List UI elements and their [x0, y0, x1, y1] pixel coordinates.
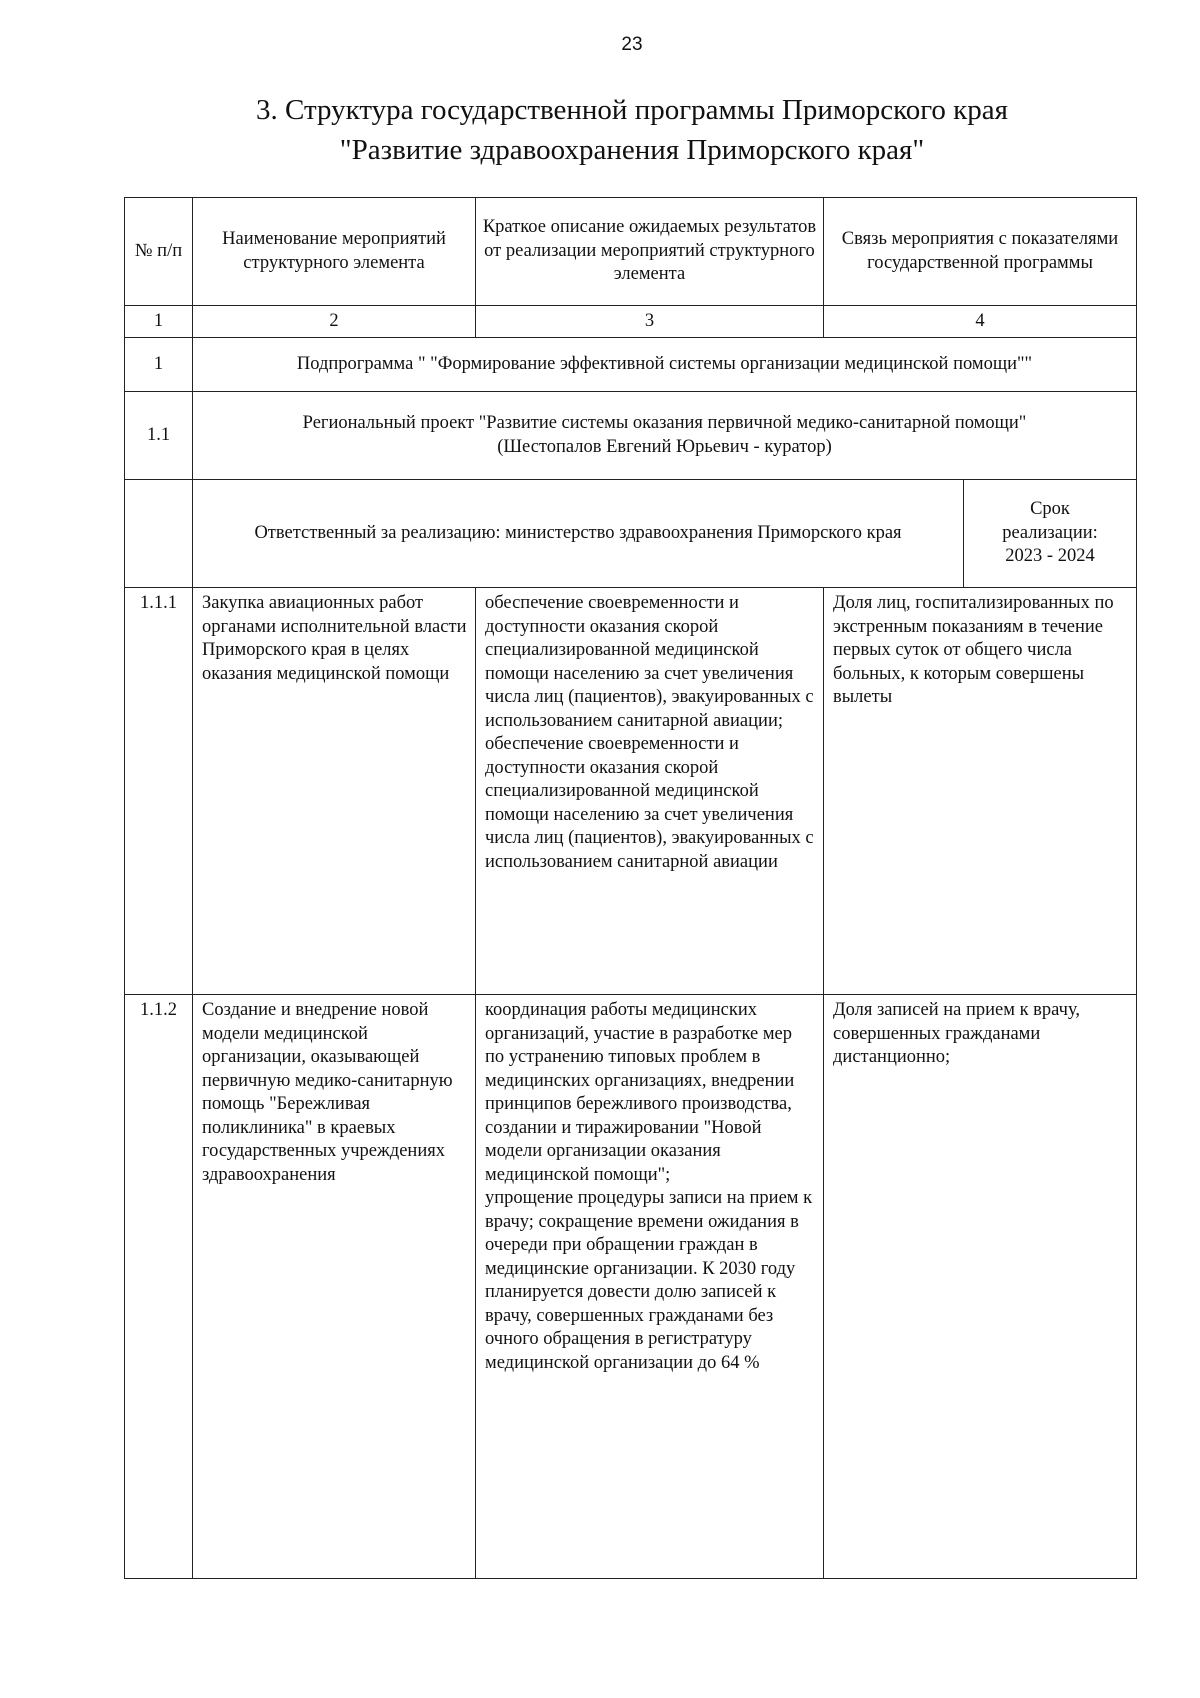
responsible-cell: [193, 480, 1137, 588]
header-name: Наименование мероприятий структурного элемента: [193, 198, 476, 306]
row-results: обеспечение своевременности и доступности оказания скорой специализированной медицинской помощи населению за счет увеличения числа лиц (пациентов), эвакуированных с использованием санитарной авиации; обеспечение своевременности и доступности оказания скорой специализированной медицинской помощи населению за счет увеличения числа лиц (пациентов), эвакуированных с использованием санитарной авиации: [476, 588, 824, 995]
row-name: Создание и внедрение новой модели медицинской организации, оказывающей первичную медико-санитарную помощь "Бережливая поликлиника" в краевых государственных учреждениях здравоохранения: [193, 995, 476, 1579]
page-number: 23: [621, 34, 643, 55]
project-line-1: Региональный проект "Развитие системы оказания первичной медико-санитарной помощи": [302, 413, 1027, 433]
term-cell: [964, 480, 1137, 587]
responsible-row: [125, 480, 1137, 588]
table-row: [125, 995, 1137, 1579]
col-number-2: 2: [193, 306, 476, 338]
project-num: 1.1: [125, 392, 193, 480]
row-num: 1.1.1: [125, 588, 193, 995]
header-link: Связь мероприятия с показателями государственной программы: [824, 198, 1137, 306]
row-link: Доля лиц, госпитализированных по экстренным показаниям в течение первых суток от общего числа больных, к которым совершены вылеты: [824, 588, 1137, 995]
project-title: [193, 392, 1137, 480]
responsible-text: Ответственный за реализацию: министерство здравоохранения Приморского края: [254, 522, 902, 543]
header-results: Краткое описание ожидаемых результатов от реализации мероприятий структурного элемента: [476, 198, 824, 306]
responsible-num: [125, 480, 193, 588]
header-num: № п/п: [125, 198, 193, 306]
title-line-2: "Развитие здравоохранения Приморского края": [339, 134, 925, 166]
col-number-3: 3: [476, 306, 824, 338]
header-row: [125, 198, 1137, 306]
term-value: 2023 - 2024: [1005, 546, 1095, 567]
project-row: [125, 392, 1137, 480]
subprogram-title: Подпрограмма " "Формирование эффективной системы организации медицинской помощи"": [193, 338, 1137, 392]
col-number-1: 1: [125, 306, 193, 338]
title-line-1: 3. Структура государственной программы Приморского края: [256, 94, 1008, 126]
page-title: [0, 90, 1200, 170]
col-number-4: 4: [824, 306, 1137, 338]
project-line-2: (Шестопалов Евгений Юрьевич - куратор): [497, 436, 832, 457]
row-num: 1.1.2: [125, 995, 193, 1579]
table-row: [125, 588, 1137, 995]
row-results: координация работы медицинских организаций, участие в разработке мер по устранению типовых проблем в медицинских организациях, внедрении принципов бережливого производства, создании и тиражировании "Новой модели организации оказания медицинской помощи"; упрощение процедуры записи на прием к врачу; сокращение времени ожидания в очереди при обращении граждан в медицинские организации. К 2030 году планируется довести долю записей к врачу, совершенных гражданами без очного обращения в регистратуру медицинской организации до 64 %: [476, 995, 824, 1579]
subprogram-num: 1: [125, 338, 193, 392]
program-structure-table: [124, 197, 1137, 1579]
row-name: Закупка авиационных работ органами исполнительной власти Приморского края в целях оказания медицинской помощи: [193, 588, 476, 995]
row-link: Доля записей на прием к врачу, совершенных гражданами дистанционно;: [824, 995, 1137, 1579]
column-number-row: [125, 306, 1137, 338]
subprogram-row: [125, 338, 1137, 392]
term-label: Срок реализации:: [1002, 499, 1098, 543]
responsible-inner: [193, 480, 1136, 587]
